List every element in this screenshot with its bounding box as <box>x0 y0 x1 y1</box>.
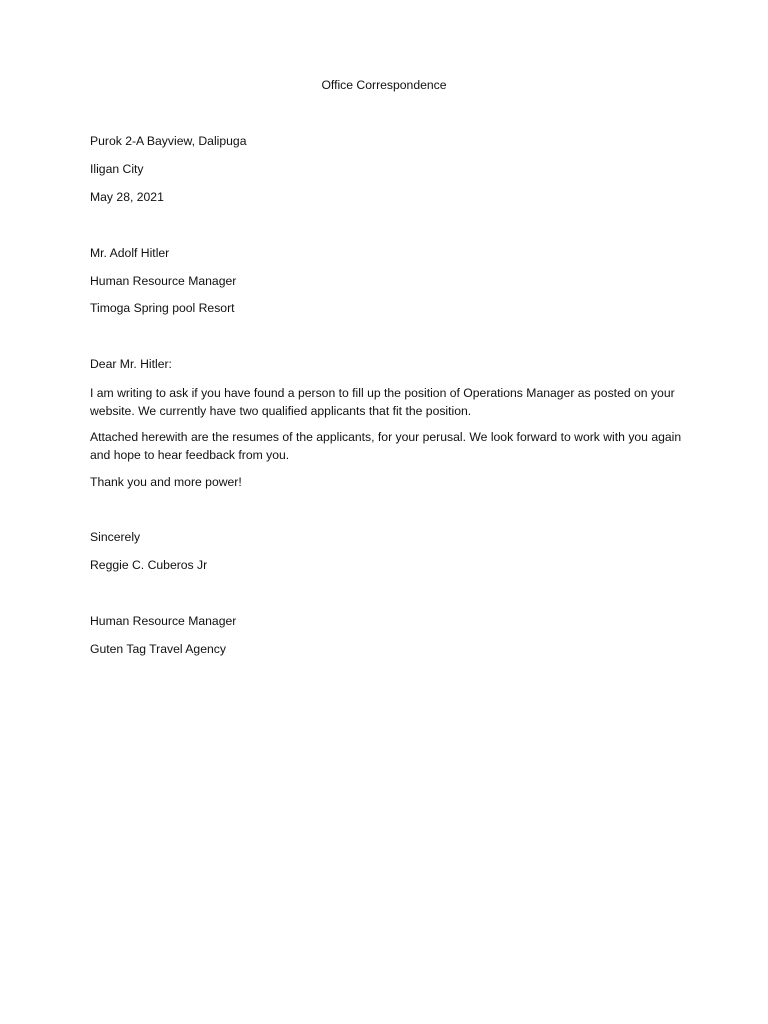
salutation: Dear Mr. Hitler: <box>90 357 172 371</box>
body-paragraph-1: I am writing to ask if you have found a person to fill up the position of Operations Manager as posted on your website. We currently have two qualified applicants that fit the position. <box>90 386 675 418</box>
signer-position: Human Resource Manager <box>90 614 237 628</box>
signer-name: Reggie C. Cuberos Jr <box>90 558 208 572</box>
letter-date: May 28, 2021 <box>90 190 164 204</box>
sender-address-line2: Iligan City <box>90 162 144 176</box>
recipient-name: Mr. Adolf Hitler <box>90 246 170 260</box>
recipient-company: Timoga Spring pool Resort <box>90 301 235 315</box>
body-paragraph-2: Attached herewith are the resumes of the applicants, for your perusal. We look forward to work with you again and hope to hear feedback from you. <box>90 430 682 462</box>
signer-company: Guten Tag Travel Agency <box>90 642 226 656</box>
sender-address-line1: Purok 2-A Bayview, Dalipuga <box>90 134 247 148</box>
recipient-position: Human Resource Manager <box>90 274 237 288</box>
page-title: Office Correspondence <box>321 78 447 92</box>
body-paragraph-3: Thank you and more power! <box>90 475 242 489</box>
complimentary-close: Sincerely <box>90 530 141 544</box>
